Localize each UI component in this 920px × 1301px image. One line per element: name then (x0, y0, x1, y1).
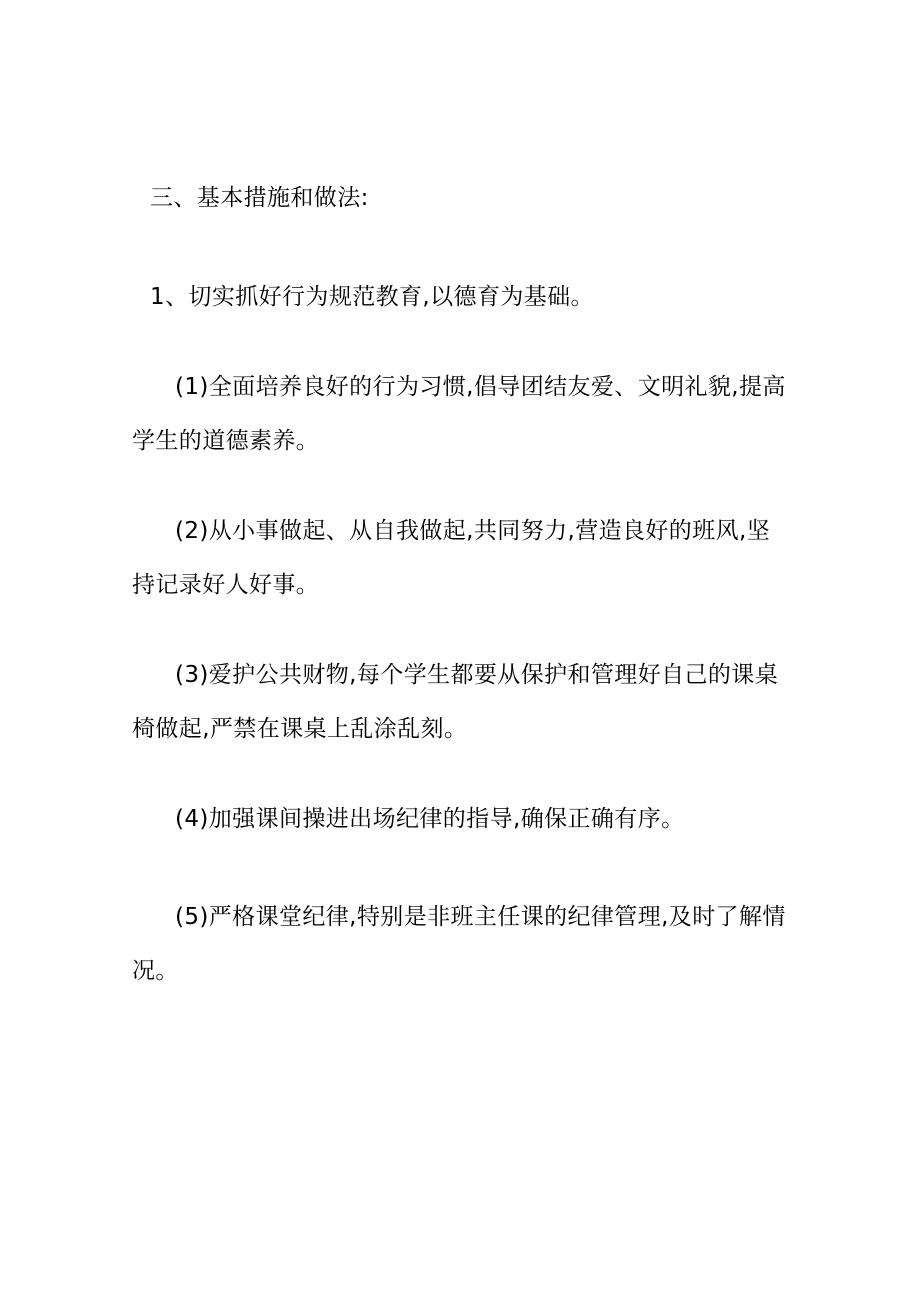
sub-item-3-line-2: 椅做起,严禁在课桌上乱涂乱刻。 (132, 716, 468, 742)
sub-item-4-line-1: (4)加强课间操进出场纪律的指导,确保正确有序。 (175, 806, 685, 832)
sub-item-1-line-1: (1)全面培养良好的行为习惯,倡导团结友爱、文明礼貌,提高 (175, 374, 786, 400)
section-heading: 三、基本措施和做法: (150, 185, 369, 211)
sub-item-2-line-2: 持记录好人好事。 (132, 572, 320, 598)
sub-item-3-line-1: (3)爱护公共财物,每个学生都要从保护和管理好自己的课桌 (175, 662, 779, 688)
sub-item-5-line-2: 况。 (132, 958, 179, 984)
sub-item-1-line-2: 学生的道德素养。 (132, 428, 320, 454)
item-1-heading: 1、切实抓好行为规范教育,以德育为基础。 (150, 284, 594, 310)
sub-item-2-line-1: (2)从小事做起、从自我做起,共同努力,营造良好的班风,坚 (175, 518, 771, 544)
sub-item-5-line-1: (5)严格课堂纪律,特别是非班主任课的纪律管理,及时了解情 (175, 904, 786, 930)
